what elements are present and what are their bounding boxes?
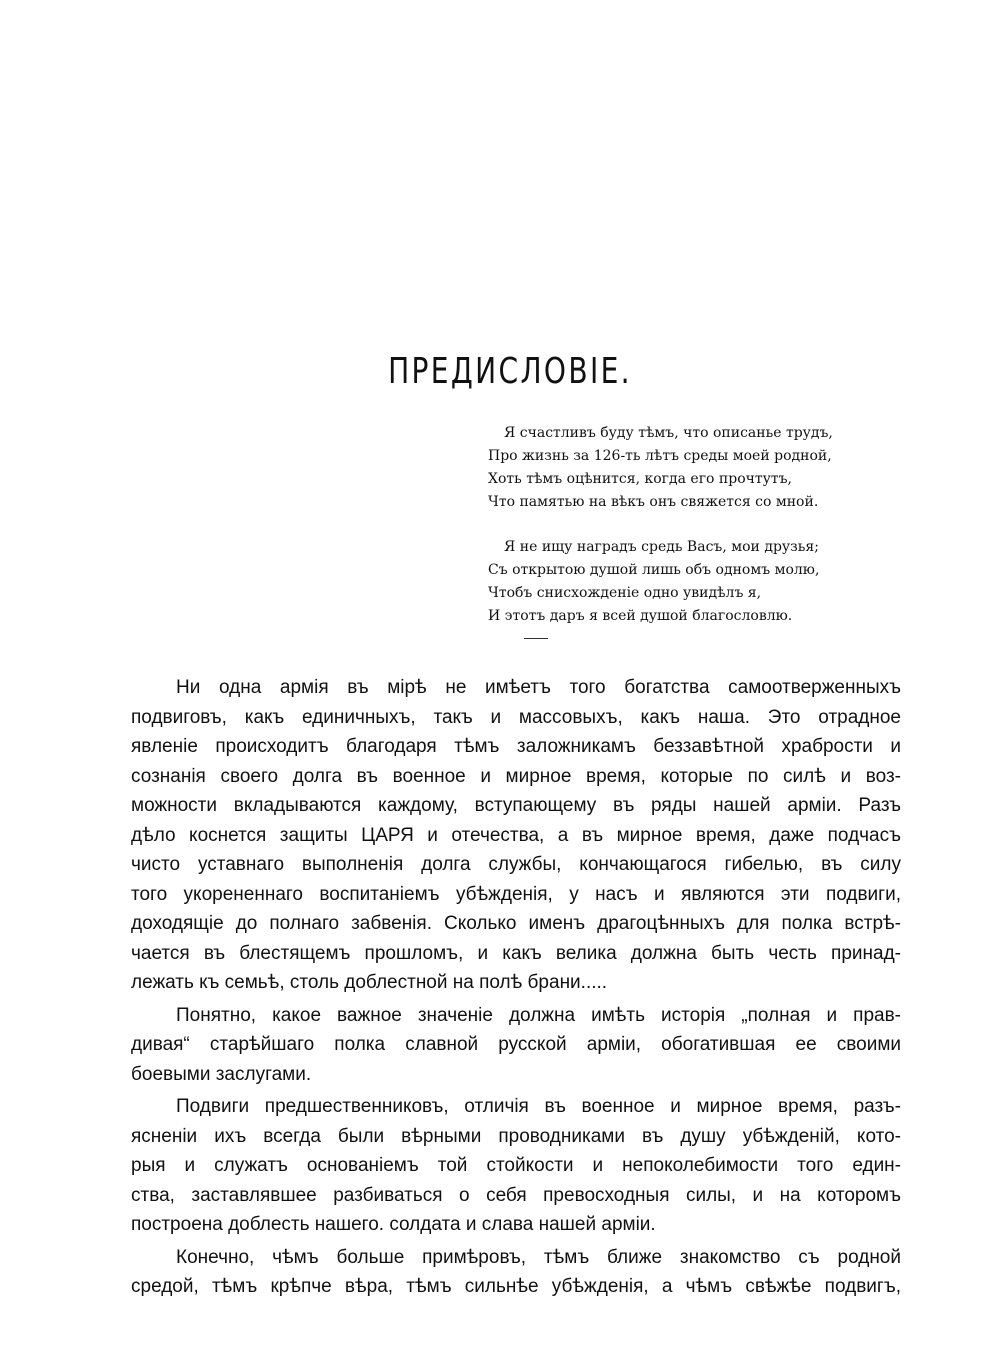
epigraph-line: Я счастливъ буду тѣмъ, что описанье трудъ, bbox=[504, 425, 833, 441]
epigraph-line: Что памятью на вѣкъ онъ свяжется со мной. bbox=[488, 494, 819, 510]
epigraph-line: Съ открытою душой лишь объ одномъ молю, bbox=[488, 562, 820, 578]
text-line: можности вкладываются каждому, вступающему въ ряды нашей арміи. Разъ bbox=[131, 795, 901, 816]
text-line: ясненіи ихъ всегда были вѣрными проводниками въ душу убѣжденій, кото- bbox=[131, 1125, 901, 1147]
text-line: Понятно, какое важное значеніе должна имѣть исторія „полная и прав- bbox=[176, 1004, 901, 1026]
epigraph bbox=[488, 422, 908, 628]
epigraph-line: Про жизнь за 126-ть лѣтъ среды моей родной, bbox=[488, 448, 832, 464]
paragraph bbox=[131, 673, 901, 998]
epigraph-stanza bbox=[488, 536, 908, 628]
text-line: сознанія своего долга въ военное и мирное время, которые по силѣ и воз- bbox=[131, 765, 901, 787]
text-line: Подвиги предшественниковъ, отличія въ военное и мирное время, разъ- bbox=[176, 1096, 901, 1117]
text-line: построена доблесть нашего. солдата и слава нашей арміи. bbox=[131, 1214, 656, 1235]
text-line: боевыми заслугами. bbox=[131, 1063, 312, 1085]
text-line: дѣло коснется защиты ЦАРЯ и отечества, а въ мирное время, даже подчасъ bbox=[131, 824, 901, 846]
page-title: ПРЕДИСЛОВІЕ. bbox=[388, 351, 632, 392]
text-line: того укорененнаго воспитаніемъ убѣжденія, у насъ и являются эти подвиги, bbox=[131, 883, 901, 905]
text-line: доходящіе до полнаго забвенія. Сколько именъ драгоцѣнныхъ для полка встрѣ- bbox=[131, 913, 901, 934]
paragraph bbox=[131, 1001, 901, 1090]
text-line: явленіе происходитъ благодаря тѣмъ заложникамъ беззавѣтной храбрости и bbox=[131, 736, 901, 757]
paragraph bbox=[131, 1243, 901, 1302]
text-line: Конечно, чѣмъ больше примѣровъ, тѣмъ ближе знакомство съ родной bbox=[176, 1246, 901, 1268]
epigraph-line: Чтобъ снисхожденіе одно увидѣлъ я, bbox=[488, 585, 762, 601]
text-line: рыя и служатъ основаніемъ той стойкости и непоколебимости того един- bbox=[131, 1155, 901, 1176]
epigraph-stanza bbox=[488, 422, 908, 514]
epigraph-line: Хоть тѣмъ оцѣнится, когда его прочтутъ, bbox=[488, 471, 792, 487]
text-line: Ни одна армія въ мірѣ не имѣетъ того богатства самоотверженныхъ bbox=[176, 677, 901, 698]
text-line: подвиговъ, какъ единичныхъ, такъ и массовыхъ, какъ наша. Это отрадное bbox=[131, 706, 901, 728]
paragraph bbox=[131, 1092, 901, 1240]
text-line: средой, тѣмъ крѣпче вѣра, тѣмъ сильнѣе убѣжденія, а чѣмъ свѣжѣе подвигъ, bbox=[131, 1276, 901, 1297]
body-text bbox=[131, 673, 901, 1302]
separator-dash bbox=[524, 638, 548, 639]
text-line: чается въ блестящемъ прошломъ, и какъ велика должна быть честь принад- bbox=[131, 942, 901, 964]
epigraph-line: И этотъ даръ я всей душой благословлю. bbox=[488, 608, 793, 624]
text-line: лежать къ семьѣ, столь доблестной на полѣ брани..... bbox=[131, 972, 608, 993]
text-line: дивая“ старѣйшаго полка славной русской арміи, обогатившая ее своими bbox=[131, 1034, 901, 1055]
text-line: чисто уставнаго выполненія долга службы, кончающагося гибелью, въ силу bbox=[131, 854, 901, 875]
text-line: ства, заставлявшее разбиваться о себя превосходныя силы, и на которомъ bbox=[131, 1184, 901, 1206]
epigraph-line: Я не ищу наградъ средь Васъ, мои друзья; bbox=[504, 539, 819, 555]
